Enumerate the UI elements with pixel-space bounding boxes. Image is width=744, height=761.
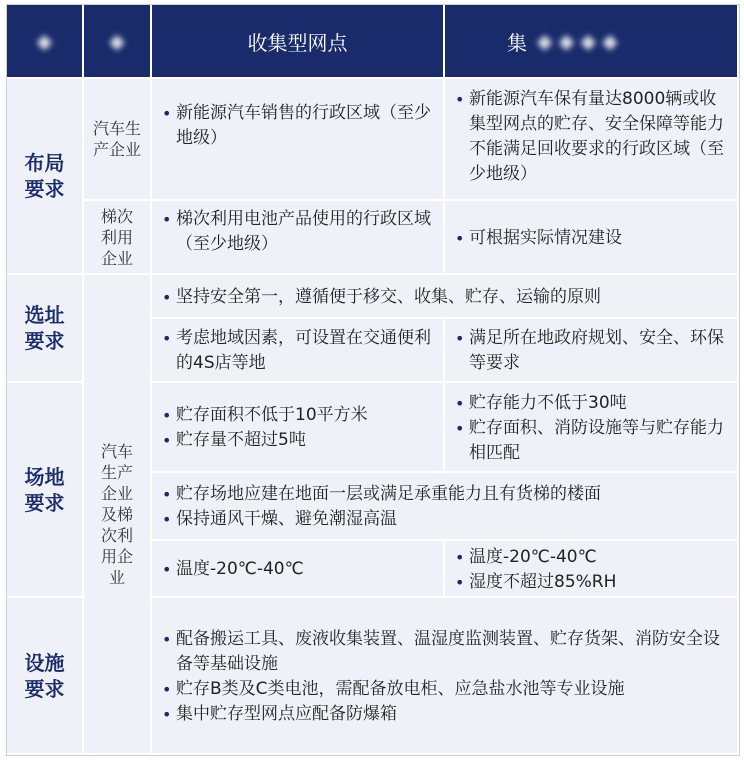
site-central-text: • 满足所在地政府规划、安全、环保等要求 <box>455 326 729 376</box>
venue-central-env-item: • 湿度不超过85%RH <box>455 570 729 595</box>
category-facility <box>7 598 84 755</box>
category-venue <box>7 383 84 598</box>
site-common <box>152 275 739 319</box>
category-site <box>7 275 84 383</box>
category-layout <box>7 79 84 275</box>
site-central <box>445 319 739 383</box>
venue-common-item: • 保持通风干燥、避免潮湿高温 <box>162 507 729 532</box>
facility-item: • 集中贮存型网点应配备防爆箱 <box>162 702 729 727</box>
category-venue-label: 场地要求 <box>24 464 65 515</box>
layout-cascade-central <box>445 201 739 275</box>
header-blurred-mark-1: ◆ <box>36 29 53 53</box>
subject-cascade <box>84 201 152 275</box>
layout-auto-collect-text: • 新能源汽车销售的行政区域（至少地级） <box>162 101 435 151</box>
requirements-table <box>6 4 740 756</box>
site-collect-text: • 考虑地域因素，可设置在交通便利的4S店等地 <box>162 326 435 376</box>
category-site-label: 选址要求 <box>24 303 65 353</box>
facility-items <box>152 598 739 755</box>
facility-item: • 配备搬运工具、废液收集装置、温湿度监测装置、贮存货架、消防安全设备等基础设施 <box>162 627 729 677</box>
venue-central-env <box>445 541 739 598</box>
subject-cascade-label: 梯次利用企业 <box>101 206 134 268</box>
site-common-text: • 坚持安全第一，遵循便于移交、收集、贮存、运输的原则 <box>162 285 729 310</box>
subject-auto-maker <box>84 79 152 201</box>
venue-central <box>445 383 739 473</box>
header-central-blurred: ◆ ◆ ◆ ◆ <box>537 29 618 53</box>
header-cell-blank-2 <box>84 5 152 79</box>
subject-shared <box>84 275 152 755</box>
layout-cascade-central-text: • 可根据实际情况建设 <box>455 226 729 251</box>
header-central-title <box>445 5 739 79</box>
header-collect-text: 收集型网点 <box>247 30 348 55</box>
venue-collect-env-text: • 温度-20℃-40℃ <box>162 557 435 582</box>
subject-auto-maker-label: 汽车生产企业 <box>93 119 142 159</box>
venue-collect-item: • 贮存面积不低于10平方米 <box>162 403 435 428</box>
layout-cascade-collect-text: • 梯次利用电池产品使用的行政区域（至少地级） <box>162 207 435 257</box>
venue-collect <box>152 383 445 473</box>
category-facility-label: 设施要求 <box>24 650 65 701</box>
subject-shared-label: 汽车生产企业及梯次利用企业 <box>101 441 134 587</box>
venue-central-item: • 贮存能力不低于30吨 <box>455 391 729 416</box>
venue-collect-env <box>152 541 445 598</box>
layout-auto-collect <box>152 79 445 201</box>
venue-central-item: • 贮存面积、消防设施等与贮存能力相匹配 <box>455 416 729 466</box>
header-central-text: 集 <box>507 30 527 55</box>
header-blurred-mark-2: ◆ <box>109 29 125 53</box>
venue-common-item: • 贮存场地应建在地面一层或满足承重能力且有货梯的楼面 <box>162 482 729 507</box>
facility-item: • 贮存B类及C类电池，需配备放电柜、应急盐水池等专业设施 <box>162 677 729 702</box>
venue-common <box>152 473 739 541</box>
site-collect <box>152 319 445 383</box>
header-cell-blank-1 <box>7 5 84 79</box>
layout-auto-central-text: • 新能源汽车保有量达8000辆或收集型网点的贮存、安全保障等能力不能满足回收要求的行政区域（至少地级） <box>455 87 729 187</box>
header-collect-title <box>152 5 445 79</box>
venue-collect-item: • 贮存量不超过5吨 <box>162 428 435 453</box>
category-layout-label: 布局要求 <box>24 151 65 201</box>
layout-auto-central <box>445 79 739 201</box>
layout-cascade-collect <box>152 201 445 275</box>
venue-central-env-item: • 温度-20℃-40℃ <box>455 545 729 570</box>
